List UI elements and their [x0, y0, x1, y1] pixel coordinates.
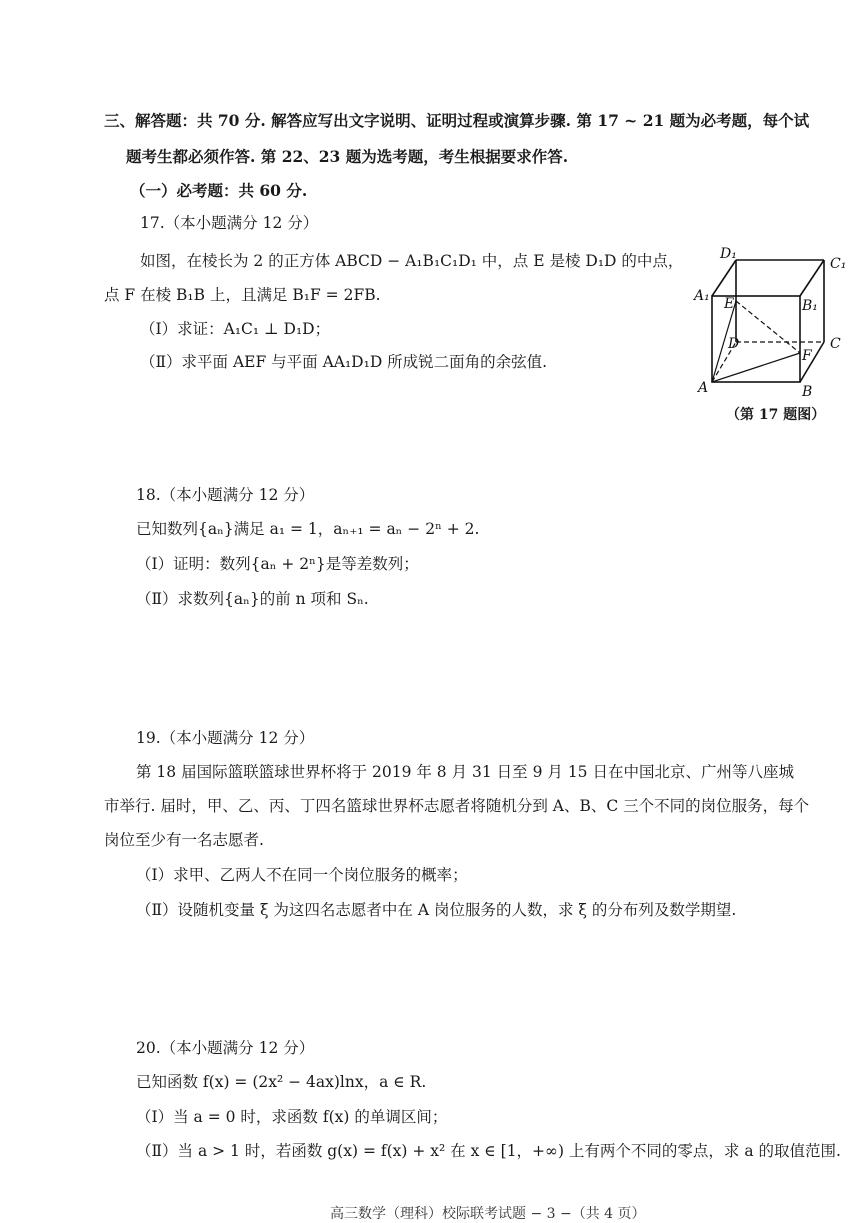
- q19-part2: （Ⅱ）设随机变量 ξ 为这四名志愿者中在 A 岗位服务的人数，求 ξ 的分布列及数学期望.: [136, 901, 737, 919]
- q17-cube-figure: [690, 244, 860, 424]
- segment-af: [712, 353, 800, 382]
- section-heading-line1: 三、解答题：共 70 分. 解答应写出文字说明、证明过程或演算步骤. 第 17 ~ 21 题为必考题，每个试: [104, 111, 810, 130]
- q18-part2: （Ⅱ）求数列{aₙ}的前 n 项和 Sₙ.: [136, 590, 369, 608]
- label-c1: C₁: [830, 256, 847, 272]
- q18-line1: 已知数列{aₙ}满足 a₁ = 1，aₙ₊₁ = aₙ − 2ⁿ + 2.: [136, 520, 480, 538]
- q17-title: 17.（本小题满分 12 分）: [140, 214, 319, 232]
- q19-line1: 第 18 届国际篮联篮球世界杯将于 2019 年 8 月 31 日至 9 月 15 日在中国北京、广州等八座城: [136, 763, 794, 781]
- label-a: A: [698, 380, 709, 396]
- label-f: F: [802, 348, 812, 364]
- q20-title: 20.（本小题满分 12 分）: [136, 1039, 315, 1057]
- q20-line1: 已知函数 f(x) = (2x² − 4ax)lnx，a ∈ R.: [136, 1073, 427, 1091]
- q19-line3: 岗位至少有一名志愿者.: [104, 831, 264, 849]
- page-footer: 高三数学（理科）校际联考试题 − 3 −（共 4 页）: [330, 1206, 646, 1222]
- q17-line2: 点 F 在棱 B₁B 上，且满足 B₁F = 2FB.: [104, 286, 381, 304]
- label-e: E: [724, 296, 735, 312]
- q17-part2: （Ⅱ）求平面 AEF 与平面 AA₁D₁D 所成锐二面角的余弦值.: [140, 353, 548, 371]
- label-d: D: [728, 336, 740, 352]
- q19-title: 19.（本小题满分 12 分）: [136, 729, 315, 747]
- q19-line2: 市举行. 届时，甲、乙、丙、丁四名篮球世界杯志愿者将随机分到 A、B、C 三个不同的岗位服务，每个: [104, 797, 810, 815]
- label-d1: D₁: [720, 246, 737, 262]
- edge-b1-c1: [800, 260, 824, 296]
- q18-title: 18.（本小题满分 12 分）: [136, 486, 315, 504]
- q18-part1: （Ⅰ）证明：数列{aₙ + 2ⁿ}是等差数列；: [136, 555, 419, 573]
- q19-part1: （Ⅰ）求甲、乙两人不在同一个岗位服务的概率；: [136, 866, 468, 884]
- label-a1: A₁: [694, 288, 710, 304]
- q17-part1: （Ⅰ）求证：A₁C₁ ⊥ D₁D；: [140, 320, 331, 338]
- q17-figure-caption: （第 17 题图）: [726, 407, 826, 423]
- label-b: B: [802, 384, 813, 400]
- edge-a1-d1: [712, 260, 736, 296]
- label-b1: B₁: [802, 298, 818, 314]
- segment-ef-dashed: [736, 301, 800, 353]
- label-c: C: [830, 336, 841, 352]
- q17-line1: 如图，在棱长为 2 的正方体 ABCD − A₁B₁C₁D₁ 中，点 E 是棱 D₁D 的中点，: [140, 252, 684, 270]
- q20-part1: （Ⅰ）当 a = 0 时，求函数 f(x) 的单调区间；: [136, 1108, 448, 1126]
- sub-heading-required: （一）必考题：共 60 分.: [130, 181, 308, 200]
- q20-part2: （Ⅱ）当 a > 1 时，若函数 g(x) = f(x) + x² 在 x ∈ [1，+∞) 上有两个不同的零点，求 a 的取值范围.: [136, 1142, 841, 1160]
- section-heading-line2: 题考生都必须作答. 第 22、23 题为选考题，考生根据要求作答.: [126, 147, 569, 166]
